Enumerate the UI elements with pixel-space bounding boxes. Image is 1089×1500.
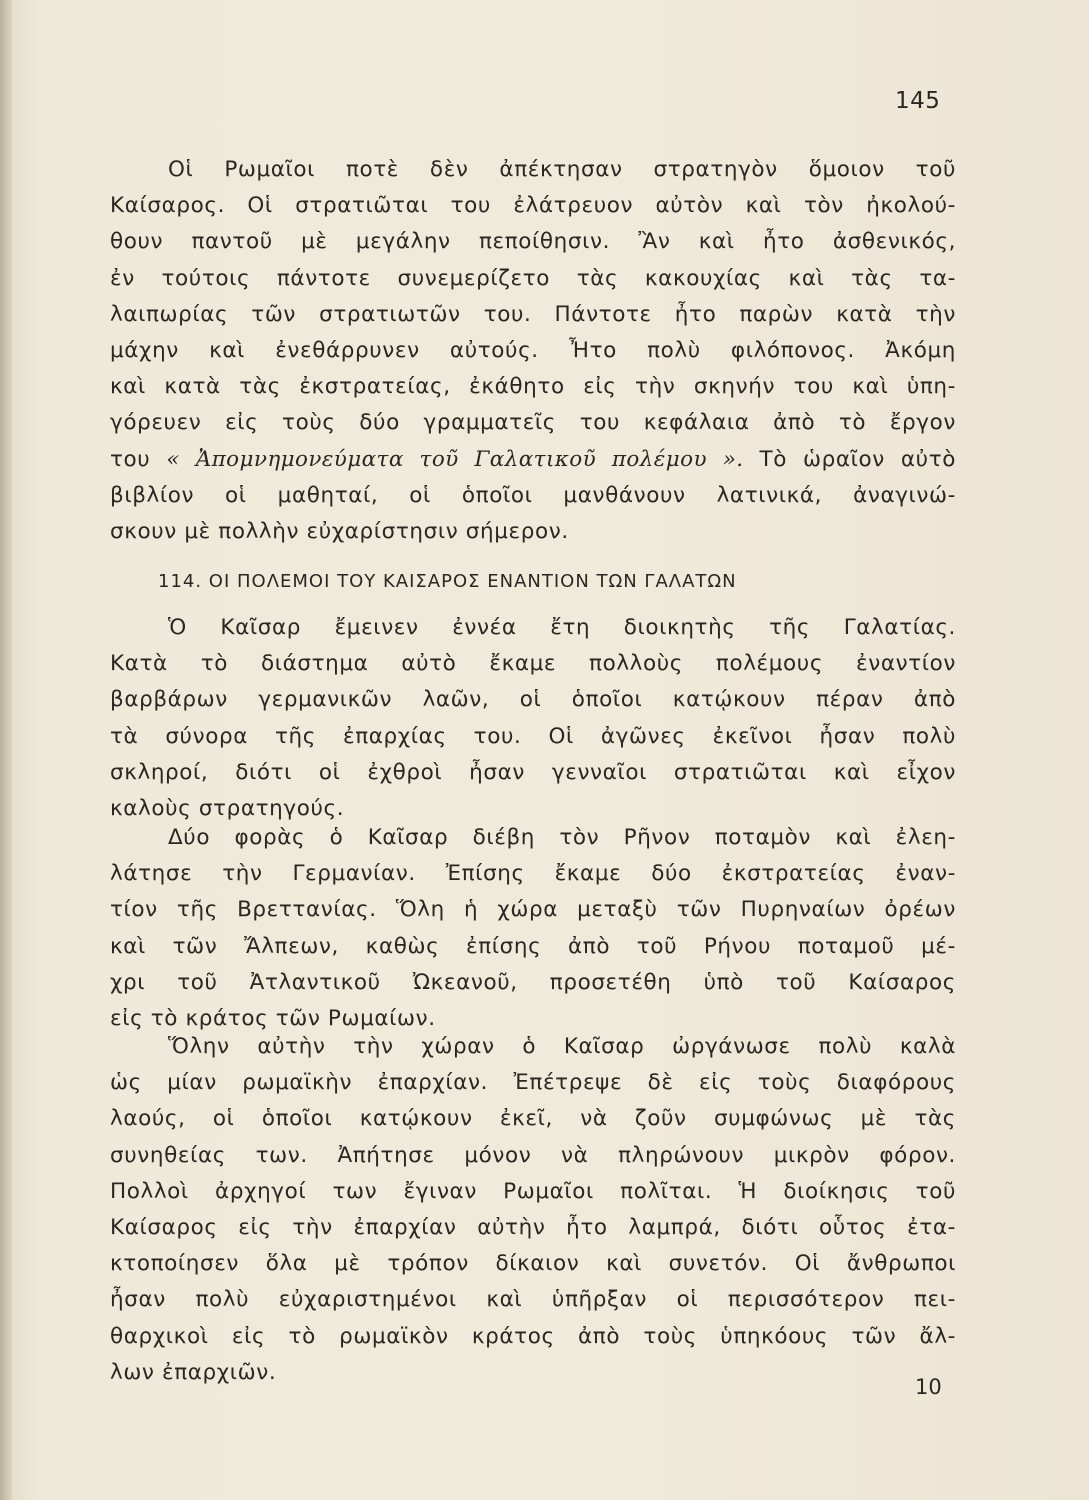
text-line: Ὅλην αὐτὴν τὴν χώραν ὁ Καῖσαρ ὠργάνωσε πολὺ καλὰ xyxy=(168,1034,956,1059)
paragraph-2 xyxy=(110,610,956,827)
text-line: κτοποίησεν ὅλα μὲ τρόπον δίκαιον καὶ συνετόν. Οἱ ἄνθρωποι xyxy=(110,1251,956,1277)
text-line: λαούς, οἱ ὁποῖοι κατῴκουν ἐκεῖ, νὰ ζοῦν συμφώνως μὲ τὰς xyxy=(110,1106,956,1132)
page-number: 145 xyxy=(895,88,941,114)
book-title: « Ἀπομνημονεύματα τοῦ Γαλατικοῦ πολέμου ». xyxy=(166,446,744,472)
signature-mark: 10 xyxy=(915,1375,942,1399)
text-line: καὶ κατὰ τὰς ἐκστρατείας, ἐκάθητο εἰς τὴν σκηνήν του καὶ ὑπη- xyxy=(110,374,956,400)
text-line: ἦσαν πολὺ εὐχαριστημένοι καὶ ὑπῆρξαν οἱ περισσότερον πει- xyxy=(110,1287,956,1313)
text-line: θουν παντοῦ μὲ μεγάλην πεποίθησιν. Ἂν καὶ ἦτο ἀσθενικός, xyxy=(110,229,956,255)
text-fragment: Τὸ ὡραῖον αὐτὸ xyxy=(759,446,957,472)
text-line: λαιπωρίας τῶν στρατιωτῶν του. Πάντοτε ἦτο παρὼν κατὰ τὴν xyxy=(110,301,956,327)
text-line: χρι τοῦ Ἀτλαντικοῦ Ὠκεανοῦ, προσετέθη ὑπὸ τοῦ Καίσαρος xyxy=(110,969,956,995)
text-line: ὡς μίαν ρωμαϊκὴν ἐπαρχίαν. Ἐπέτρεψε δὲ εἰς τοὺς διαφόρους xyxy=(110,1070,956,1096)
text-line: γόρευεν εἰς τοὺς δύο γραμματεῖς του κεφάλαια ἀπὸ τὸ ἔργον xyxy=(110,410,956,436)
text-line: τὰ σύνορα τῆς ἐπαρχίας του. Οἱ ἀγῶνες ἐκεῖνοι ἦσαν πολὺ xyxy=(110,723,956,749)
text-line: Δύο φορὰς ὁ Καῖσαρ διέβη τὸν Ρῆνον ποταμὸν καὶ ἐλεη- xyxy=(168,825,956,850)
text-fragment: του xyxy=(110,446,151,472)
text-line: εἰς τὸ κράτος τῶν Ρωμαίων. xyxy=(110,1005,436,1031)
text-line: μάχην καὶ ἐνεθάρρυνεν αὐτούς. Ἦτο πολὺ φιλόπονος. Ἀκόμη xyxy=(110,337,956,363)
text-line: καλοὺς στρατηγούς. xyxy=(110,795,345,821)
text-line: ἐν τούτοις πάντοτε συνεμερίζετο τὰς κακουχίας καὶ τὰς τα- xyxy=(110,265,956,291)
paragraph-3 xyxy=(110,820,956,1037)
text-line: Καίσαρος. Οἱ στρατιῶται του ἐλάτρευον αὐτὸν καὶ τὸν ἠκολού- xyxy=(110,193,956,219)
text-line-with-title xyxy=(110,442,956,478)
text-line: Ὁ Καῖσαρ ἔμεινεν ἐννέα ἔτη διοικητὴς τῆς Γαλατίας. xyxy=(168,615,956,640)
text-line: Κατὰ τὸ διάστημα αὐτὸ ἔκαμε πολλοὺς πολέμους ἐναντίον xyxy=(110,651,956,677)
text-line: τίον τῆς Βρεττανίας. Ὅλη ἡ χώρα μεταξὺ τῶν Πυρηναίων ὀρέων xyxy=(110,897,956,923)
text-line: Οἱ Ρωμαῖοι ποτὲ δὲν ἀπέκτησαν στρατηγὸν ὅμοιον τοῦ xyxy=(168,157,956,182)
text-line: Καίσαρος εἰς τὴν ἐπαρχίαν αὐτὴν ἦτο λαμπρά, διότι οὗτος ἐτα- xyxy=(110,1214,956,1240)
binding-shadow xyxy=(0,0,12,1500)
text-line: σκληροί, διότι οἱ ἐχθροὶ ἦσαν γενναῖοι στρατιῶται καὶ εἶχον xyxy=(110,759,956,785)
text-line: λάτησε τὴν Γερμανίαν. Ἐπίσης ἔκαμε δύο ἐκστρατείας ἐναν- xyxy=(110,861,956,887)
section-heading: 114. ΟΙ ΠΟΛΕΜΟΙ ΤΟΥ ΚΑΙΣΑΡΟΣ ΕΝΑΝΤΙΟΝ ΤΩΝ ΓΑΛΑΤΩΝ xyxy=(158,571,737,592)
text-line: Πολλοὶ ἀρχηγοί των ἔγιναν Ρωμαῖοι πολῖται. Ἡ διοίκησις τοῦ xyxy=(110,1178,956,1204)
text-line: βιβλίον οἱ μαθηταί, οἱ ὁποῖοι μανθάνουν λατινικά, ἀναγινώ- xyxy=(110,482,956,508)
text-line: καὶ τῶν Ἄλπεων, καθὼς ἐπίσης ἀπὸ τοῦ Ρήνου ποταμοῦ μέ- xyxy=(110,933,956,959)
text-line: βαρβάρων γερμανικῶν λαῶν, οἱ ὁποῖοι κατῴκουν πέραν ἀπὸ xyxy=(110,687,956,713)
paragraph-1 xyxy=(110,152,956,550)
text-line: λων ἐπαρχιῶν. xyxy=(110,1359,277,1385)
paragraph-4 xyxy=(110,1029,956,1391)
text-line: σκουν μὲ πολλὴν εὐχαρίστησιν σήμερον. xyxy=(110,518,569,544)
text-line: συνηθείας των. Ἀπήτησε μόνον νὰ πληρώνουν μικρὸν φόρον. xyxy=(110,1142,956,1168)
text-line: θαρχικοὶ εἰς τὸ ρωμαϊκὸν κράτος ἀπὸ τοὺς ὑπηκόους τῶν ἄλ- xyxy=(110,1323,956,1349)
